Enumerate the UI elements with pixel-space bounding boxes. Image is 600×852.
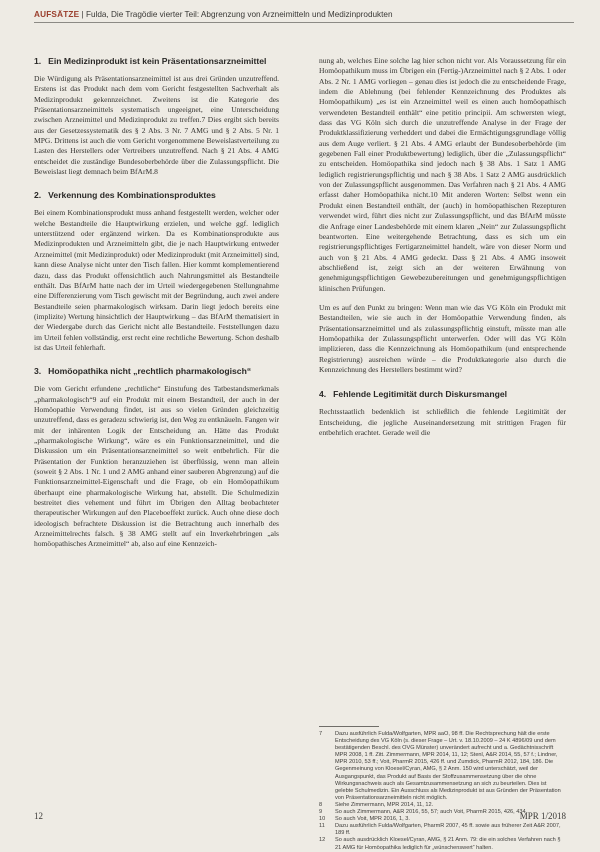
section-4-number: 4. <box>319 389 327 400</box>
section-2-heading <box>34 190 279 201</box>
footnote-number: 9 <box>319 809 323 816</box>
header-title: | Fulda, Die Tragödie vierter Teil: Abgrenzung von Arzneimitteln und Medizinprodukten <box>79 10 393 19</box>
footnote-text: So auch Voit, MPR 2016, 1, 3. <box>335 816 410 823</box>
footnote <box>319 837 566 851</box>
footnote <box>319 731 566 802</box>
section-3-heading <box>34 366 279 377</box>
section-4 <box>319 389 566 438</box>
footnote-text: Dazu ausführlich Fulda/Wolfgarten, PharmR 2007, 45 ff. sowie aus früherer Zeit A&R 2007, 189 ff. <box>335 823 561 837</box>
footnote-number: 11 <box>319 823 325 830</box>
footnote-text: Dazu ausführlich Fulda/Wolfgarten, MPR aaO, 98 ff. Die Rechtsprechung hält die erste Entscheidung des VG Köln (s. dieser Frage – Urt. v. 18.10.2009 – 24 K 4896/09 und dem bestätigenden Beschl. des OVG Münster) unverändert aufrecht und a. Gedächtnisschrift MPR 2008, 1 ff. Zitt. Zimmermann, MPR 2014, 11, 12; Stenl, A&R 2014, 55, 57 f.; Lindner, MPR 2010, 53 ff.; Voit, PharmR 2015, 426 ff. und Zumdick, PharmR 2012, 184, 186. Die Gegenmeinung von Kloesel/Cyran, AMG, § 2 Anm. 150 wird unterschätzt, weil der Ausgangspunkt, das Produkt auf Basis der Stoffzusammensetzung über die ohne Wirkungsnachweis auch als Gesamtzusammensetzung an sich zu beurteilen. Dies ist gelebte Schulmedizin. Ein Ausschluss als Medizinprodukt ist aus Gründen der Präsentation von Präsentationsarzneimitteln nicht möglich. <box>335 731 561 801</box>
footnote-text: Siehe Zimmermann, MPR 2014, 11, 12. <box>335 801 434 808</box>
section-1-body: Die Würdigung als Präsentationsarzneimittel ist aus drei Gründen unzutreffend. Erstens ist das Produkt nach dem vom Gericht festgestellten Sachverhalt als Medizinprodukt gekennzeichnet. Zweitens ist die Kategorie des Präsentationsarzneimittels systematisch ungeeignet, eine Unterscheidung zwischen Arzneimittel und Medizinprodukt zu treffen.7 Dies ergibt sich bereits aus der Gesetzessystematik des § 2 Abs. 3 Nr. 7 AMG und § 2 Abs. 5 Nr. 1 MPG. Drittens ist auch die vom Gericht vorgenommene Beweislastverteilung zu Lasten des Herstellers oder Vertreibers unzutreffend. Nach § 21 Abs. 4 AMG entscheidet die zuständige Bundesoberbehörde über die Zulassungspflicht. Die Beweislast liegt demnach beim BfArM.8 <box>34 74 279 177</box>
footnote-text: So auch Zimmermann, A&R 2016, 55, 57; auch Voit, PharmR 2015, 426, 434. <box>335 809 528 816</box>
right-paragraph-2: Um es auf den Punkt zu bringen: Wenn man wie das VG Köln ein Produkt mit Bestandteilen, wie sie auch in der Homöopathie Verwendung finden, als Präsentationsarzneimittel und als zulassungspflichtig einstuft, müsste man alle Homöopathika der Zulassungspflicht unterwerfen. Oder will das VG Köln implizieren, dass die Kennzeichnung als Homöopathikum (und entsprechende Registrierung) ausreichen würde – die Produktkategorie also durch die Kennzeichnung des Herstellers bestimmt wird? <box>319 302 566 374</box>
section-2-number: 2. <box>34 190 42 201</box>
footnote <box>319 802 566 809</box>
footnotes-rule <box>319 726 379 727</box>
header-kicker: AUFSÄTZE <box>34 10 80 19</box>
footnote-number: 7 <box>319 731 323 737</box>
section-1-heading <box>34 56 279 67</box>
running-header <box>34 9 574 20</box>
footnote-number: 10 <box>319 816 326 823</box>
section-3-number: 3. <box>34 366 42 377</box>
section-2-body: Bei einem Kombinationsprodukt muss anhand festgestellt werden, welcher oder welche Bestandteile die Hauptwirkung erzielen, und welche ggf. lediglich unterstützend oder ergänzend wirken. Da es Kombinationsprodukte aus Medizinprodukten und Arzneimitteln gibt, die je nach Hauptwirkung entweder Arzneimittel (mit Medizinprodukt) oder Medizinprodukt (mit Arzneimittel) sind, kann diese Analyse nicht unter den Tisch fallen. Hier kommt komplementierend dazu, dass das Produkt offensichtlich auch Nahrungsmittel als Bestandteile enthält. Das BfArM hatte nach der im Urteil wiedergegebenen Stellungnahme eine Differenzierung vom Tisch gewischt mit der Begründung, auch zwei andere Bestandteile seien pharmakologisch wirksam. Darin liegt jedoch bereits eine (implizite) Wertung hinsichtlich der Hauptwirkung – das BfArM thematisiert in der Wiedergabe durch das Gericht nicht alle Bestandteile. Feststellungen dazu im Urteil fehlen vollständig, erst recht eine rechtliche Bewertung. Schon deshalb ist das Urteil fehlerhaft. <box>34 208 279 352</box>
section-4-title: Fehlende Legitimität durch Diskursmangel <box>333 389 507 400</box>
footnote <box>319 823 566 837</box>
section-1-title: Ein Medizinprodukt ist kein Präsentationsarzneimittel <box>48 56 267 66</box>
journal-issue: MPR 1/2018 <box>519 811 566 821</box>
footnotes <box>319 731 566 852</box>
section-2 <box>34 190 279 353</box>
section-2-title: Verkennung des Kombinationsproduktes <box>48 190 216 201</box>
section-4-body: Rechtsstaatlich bedenklich ist schließlich die fehlende Legitimität der Entscheidung, die jegliche Auseinandersetzung mit strittigen Fragen für entbehrlich erachtet. Gerade weil die <box>319 407 566 437</box>
section-1 <box>34 56 279 177</box>
section-3-title: Homöopathika nicht „rechtlich pharmakologisch“ <box>48 366 252 377</box>
section-3-body: Die vom Gericht erfundene „rechtliche“ Einstufung des Tatbestandsmerkmals „pharmakologisch“9 auf ein Produkt mit einem Bestandteil, der auch in der Homöopathie Verwendung findet, ist aus so vielen Gründen gleichzeitig unzutreffend, dass es geradezu schwierig ist, den Weg zu entknäueln. Fangen wir mit der inhärenten Logik der Entscheidung an. Hätte das Produkt „pharmakologische Wirkung“, wäre es ein Funktionsarzneimittel, und die Diskussion um ein Präsentationsarzneimittel so weit entbehrlich. Für die Präsentation der Funktion heranzuziehen ist überflüssig, wenn man allein (soweit § 2 Abs. 1 Nr. 1 und 2 AMG anhand einer sauberen Abgrenzung) auf die Funktionsarzneimittel-Eigenschaft und die Frage, ob ein Homöopathikum überhaupt eine pharmakologische Wirkung hat, abstellt. Die Schulmedizin bestreitet dies vehement und führt im Übrigen den Alltag beobachteter therapeutischer Wirkungen auf den Placeboeffekt zurück. Auch ohne diese doch ideologisch befrachtete Diskussion ist die Betrachtung auch innerhalb des Arzneimittelrechts falsch. § 38 AMG stellt auf ein Inverkehrbringen „als homöopathisches Arzneimittel“ ab, also auf eine Kennzeich- <box>34 384 279 549</box>
left-column <box>34 56 279 563</box>
page-number: 12 <box>34 811 43 821</box>
right-column <box>319 56 566 451</box>
footnote-number: 8 <box>319 801 323 808</box>
section-4-heading <box>319 389 566 400</box>
header-rule <box>34 22 574 23</box>
right-paragraph-1: nung ab, welches Eine solche lag hier schon nicht vor. Als Voraussetzung für ein Homöopathikum muss im Übrigen ein (Fertig-)Arzneimittel nach § 2 Abs. 1 oder Abs. 2 Nr. 1 AMG vorliegen – genau dies ist jedoch die zu entscheidende Frage, indem die Ablehnung (bei fehlender Kennzeichnung des Produktes als Homöopathikum) „es ist ein Arzneimittel weil es einen auch homöopathisch verwendeten Bestandteil enthält“ eine petitio principii. Am schwersten wiegt, dass das VG Köln sich durch die unzutreffende Analyse in der Frage der Produktklassifizierung verheddert und dabei die Ermächtigungsgrundlage völlig aus dem Auge verliert. § 21 Abs. 4 AMG erlaubt der Bundesoberbehörde (im gegebenen Fall einer Produktbewertung) lediglich, über die „Zulassungspflicht“ zu entscheiden. Homöopathika sind jedoch nach § 38 Abs. 1 Satz 1 AMG lediglich registrierungspflichtig und nach § 38 Abs. 1 Satz 2 AMG ausdrücklich von der Zulassungspflicht ausgenommen. Das Verfahren nach § 21 Abs. 4 AMG erfasst daher Homöopathika nicht.10 Mit anderen Worten: Selbst wenn ein Produkt einen Bestandteil enthält, der (auch) in homöopathischen Rezepturen verwendet wird, führt dies nicht zur Zulassungspflicht, und das BfArM müsste die Anfrage einer Landesbehörde mit einem klaren „Nein“ zur Zulassungspflicht beantworten. Eine weitergehende Betrachtung, dass es sich um ein registrierungspflichtiges Fertigarzneimittel handelt, wäre von dieser Norm und auch von § 21 Abs. 4 AMG gedeckt. Dass § 21 Abs. 4 AMG insoweit abschließend ist, zeigt sich an der weiteren Erwähnung von genehmigungspflichtigen Gewebezubereitungen und genehmigungspflichtigen klinischen Prüfungen. <box>319 56 566 293</box>
section-3 <box>34 366 279 550</box>
section-1-number: 1. <box>34 56 42 66</box>
footnote-number: 12 <box>319 837 326 844</box>
footnote-text: So auch ausdrücklich Kloesel/Cyran, AMG, § 21 Anm. 79: die ein solches Verfahren nach § 21 AMG für Homöopathika lediglich für „wünschenswert“ halten. <box>335 837 561 851</box>
